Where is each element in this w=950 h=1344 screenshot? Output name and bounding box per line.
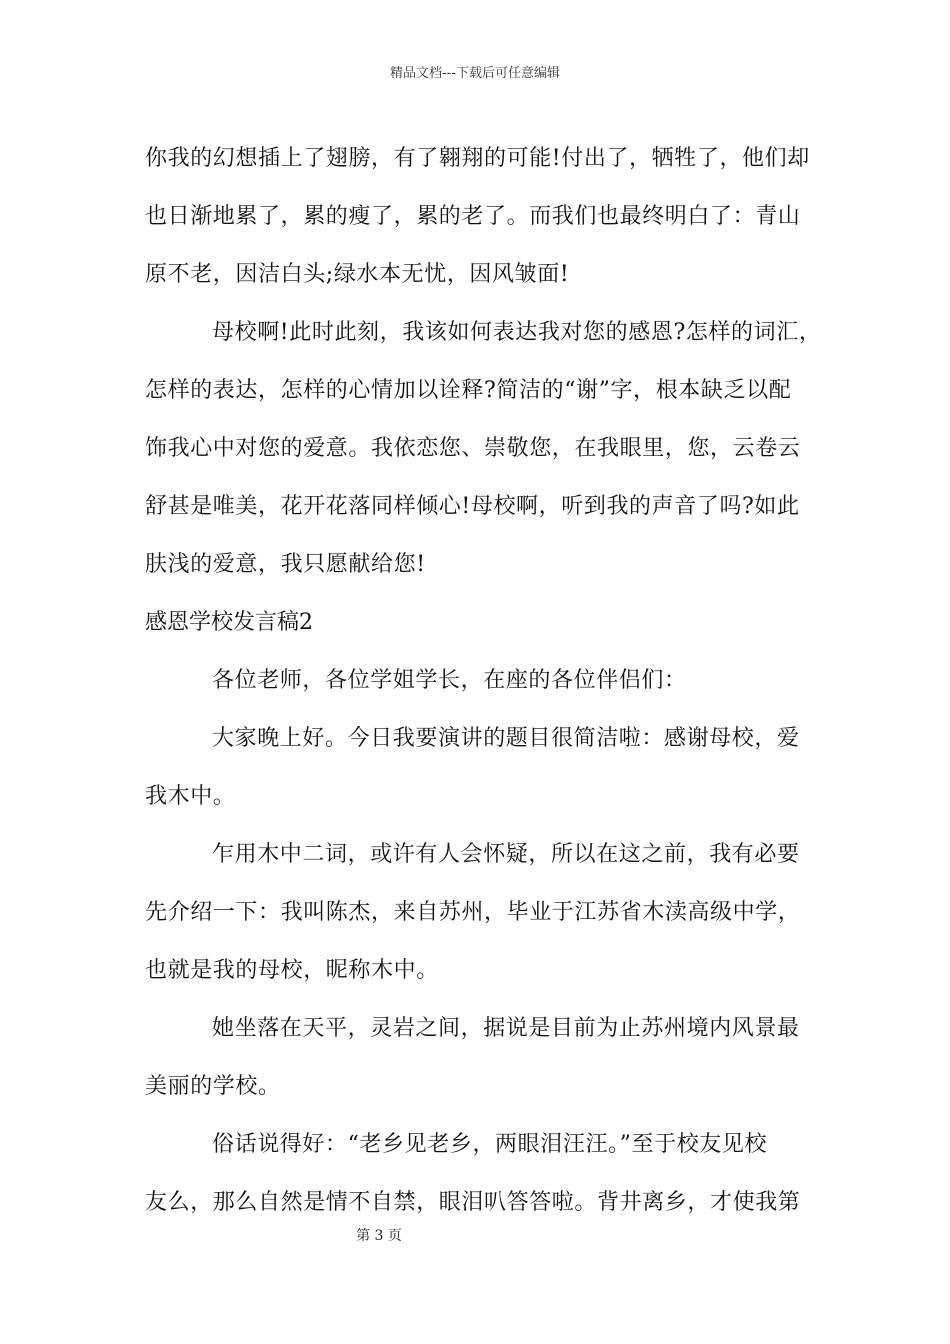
page-number: 第 3 页 [356, 1228, 402, 1244]
paragraph-start-line: 乍用木中二词，或许有人会怀疑，所以在这之前，我有必要 [212, 842, 800, 867]
paragraph-start-line: 各位老师，各位学姐学长，在座的各位伴侣们： [212, 668, 687, 693]
paragraph-start-line: 母校啊!此时此刻，我该如何表达我对您的感恩?怎样的词汇， [212, 320, 822, 345]
paragraph-start-line: 大家晚上好。今日我要演讲的题目很简洁啦：感谢母校，爱 [212, 726, 800, 751]
body-line: 肤浅的爱意，我只愿献给您! [145, 552, 426, 577]
body-line: 饰我心中对您的爱意。我依恋您、崇敬您，在我眼里，您，云卷云 [145, 436, 801, 461]
paragraph-start-line: 俗话说得好：“老乡见老乡，两眼泪汪汪。”至于校友见校 [212, 1132, 768, 1157]
section-heading: 感恩学校发言稿2 [145, 610, 313, 635]
body-line: 我木中。 [145, 784, 236, 809]
body-line: 先介绍一下：我叫陈杰，来自苏州，毕业于江苏省木渎高级中学， [145, 900, 801, 925]
body-line: 美丽的学校。 [145, 1074, 281, 1099]
body-line: 舒甚是唯美，花开花落同样倾心!母校啊，听到我的声音了吗?如此 [145, 494, 800, 519]
body-line: 怎样的表达，怎样的心情加以诠释?简洁的“谢”字，根本缺乏以配 [145, 378, 792, 403]
body-line: 原不老，因洁白头;绿水本无忧，因风皱面! [145, 262, 570, 287]
body-line: 也就是我的母校，昵称木中。 [145, 958, 439, 983]
page-header: 精品文档---下载后可任意编辑 [389, 66, 561, 81]
body-line: 也日渐地累了，累的瘦了，累的老了。而我们也最终明白了：青山 [145, 204, 801, 229]
body-line: 你我的幻想插上了翅膀，有了翱翔的可能!付出了，牺牲了，他们却 [145, 146, 810, 171]
document-body [145, 130, 822, 1232]
paragraph-start-line: 她坐落在天平，灵岩之间，据说是目前为止苏州境内风景最 [212, 1016, 800, 1041]
body-line: 友么，那么自然是情不自禁，眼泪叭答答啦。背井离乡，才使我第 [145, 1190, 801, 1215]
